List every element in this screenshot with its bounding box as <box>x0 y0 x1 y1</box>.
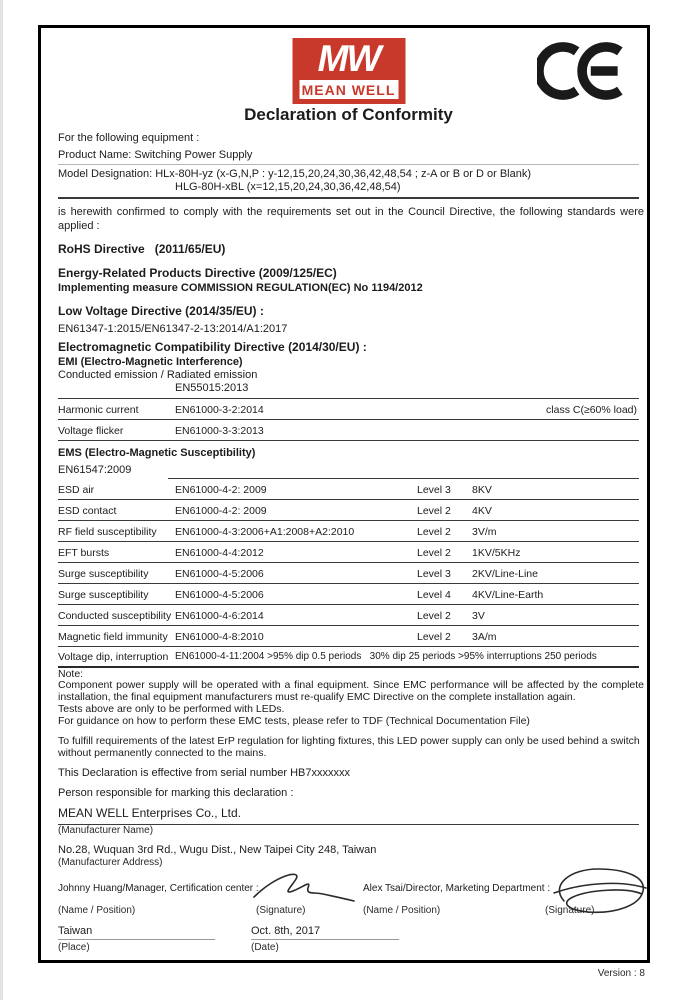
table-row-harmonic-current <box>58 399 639 420</box>
ems-section-title: EMS (Electro-Magnetic Susceptibility) <box>58 447 256 459</box>
test-standard: EN61000-4-8:2010 <box>175 631 264 643</box>
test-item: EFT bursts <box>58 547 110 559</box>
manufacturer-name-label: (Manufacturer Name) <box>58 825 154 836</box>
test-standard: EN61000-4-2: 2009 <box>175 484 267 496</box>
table-row-conducted <box>58 605 639 626</box>
ems-standard: EN61547:2009 <box>58 464 132 476</box>
test-item: Magnetic field immunity <box>58 631 168 643</box>
test-standard: EN61000-3-2:2014 <box>175 404 264 416</box>
test-standard: EN61000-3-3:2013 <box>175 425 264 437</box>
manufacturer-name: MEAN WELL Enterprises Co., Ltd. <box>58 806 639 825</box>
manufacturer-address-label: (Manufacturer Address) <box>58 857 163 868</box>
test-item: Voltage dip, interruption <box>58 651 169 663</box>
for-equipment-text: For the following equipment : <box>58 132 200 144</box>
erp-implementing-measure: Implementing measure COMMISSION REGULATION(EC) No 1194/2012 <box>58 282 423 294</box>
emi-subtitle: Conducted emission / Radiated emission <box>58 369 258 381</box>
test-standard: EN61000-4-3:2006+A1:2008+A2:2010 <box>175 526 355 538</box>
lvd-standard: EN61347-1:2015/EN61347-2-13:2014/A1:2017 <box>58 323 288 335</box>
table-row-surge-line-earth <box>58 584 639 605</box>
ce-mark-icon <box>537 40 633 107</box>
mw-logo-letters: MW <box>317 38 380 79</box>
serial-effectivity-text: This Declaration is effective from serial number HB7xxxxxxx <box>58 767 351 779</box>
test-note: class C(≥60% load) <box>546 404 637 416</box>
test-value: 3A/m <box>472 631 497 643</box>
signer-1-name-position: Johnny Huang/Manager, Certification center : <box>58 883 259 894</box>
test-value: 1KV/5KHz <box>472 547 521 559</box>
place-value: Taiwan <box>58 925 215 940</box>
mean-well-logo <box>292 38 405 104</box>
test-standard: EN61000-4-5:2006 <box>175 568 264 580</box>
note-paragraph-1: Component power supply will be operated with a final equipment. Since EMC performance will be affected by the complete installation, the final equipment manufacturers must re-qualify EMC Directive on the complete installation again. <box>58 679 644 703</box>
test-level: Level 2 <box>417 505 451 517</box>
test-item: ESD contact <box>58 505 117 517</box>
test-standard: EN61000-4-2: 2009 <box>175 505 267 517</box>
page-title: Declaration of Conformity <box>244 105 453 124</box>
test-item: Voltage flicker <box>58 425 124 437</box>
scan-artifact-edge <box>0 0 3 1000</box>
place-date-block <box>58 925 639 955</box>
test-level: Level 3 <box>417 568 451 580</box>
name-position-label: (Name / Position) <box>363 905 441 916</box>
signer-2-name-position: Alex Tsai/Director, Marketing Department : <box>363 883 551 894</box>
test-level: Level 2 <box>417 631 451 643</box>
note-line-2: Tests above are only to be performed with LEDs. <box>58 703 285 715</box>
test-value: 8KV <box>472 484 492 496</box>
test-level: Level 2 <box>417 547 451 559</box>
model-line-1: Model Designation: HLx-80H-yz (x-G,N,P : y-12,15,20,24,30,36,42,48,54 ; z-A or B or D or Blank) <box>58 168 532 180</box>
test-item: Harmonic current <box>58 404 139 416</box>
manufacturer-address: No.28, Wuquan 3rd Rd., Wugu Dist., New Taipei City 248, Taiwan <box>58 844 377 856</box>
version-text: Version : 8 <box>597 968 645 979</box>
emc-directive-heading: Electromagnetic Compatibility Directive (2014/30/EU) : <box>58 340 367 354</box>
table-row-magnetic-field <box>58 626 639 647</box>
test-value: 2KV/Line-Line <box>472 568 538 580</box>
test-standard: EN61000-4-5:2006 <box>175 589 264 601</box>
test-item: Surge susceptibility <box>58 589 149 601</box>
erp-directive-heading: Energy-Related Products Directive (2009/125/EC) <box>58 266 337 280</box>
test-value: 3V <box>472 610 485 622</box>
note-line-3: For guidance on how to perform these EMC tests, please refer to TDF (Technical Documentation File) <box>58 715 530 727</box>
test-item: RF field susceptibility <box>58 526 157 538</box>
test-item: Conducted susceptibility <box>58 610 172 622</box>
header <box>58 36 639 104</box>
test-level: Level 2 <box>417 526 451 538</box>
signature-label: (Signature) <box>545 905 595 916</box>
note-label: Note: <box>58 668 84 680</box>
emi-section-title: EMI (Electro-Magnetic Interference) <box>58 356 243 368</box>
model-designation-rows <box>58 165 639 199</box>
responsible-person-text: Person responsible for marking this declaration : <box>58 787 294 799</box>
test-standard: EN61000-4-4:2012 <box>175 547 264 559</box>
test-standard: EN61000-4-6:2014 <box>175 610 264 622</box>
test-item: ESD air <box>58 484 95 496</box>
test-detail: EN61000-4-11:2004 >95% dip 0.5 periods 30% dip 25 periods >95% interruptions 250 periods <box>175 651 597 662</box>
table-row-esd-contact <box>58 500 639 521</box>
table-row-eft-bursts <box>58 542 639 563</box>
date-label: (Date) <box>251 942 279 953</box>
test-value: 4KV <box>472 505 492 517</box>
document-frame <box>38 25 650 963</box>
table-row-voltage-flicker <box>58 420 639 441</box>
mean-well-logo-text: MEAN WELL <box>301 81 396 98</box>
confirmation-text: is herewith confirmed to comply with the requirements set out in the Council Directive, the following standards were applied : <box>58 206 644 232</box>
test-item: Surge susceptibility <box>58 568 149 580</box>
signature-label: (Signature) <box>256 905 306 916</box>
lvd-directive-heading: Low Voltage Directive (2014/35/EU) : <box>58 304 264 318</box>
test-note <box>417 425 639 437</box>
ems-standard-row <box>58 460 639 479</box>
rohs-directive-heading: RoHS Directive (2011/65/EU) <box>58 242 226 256</box>
model-line-2: HLG-80H-xBL (x=12,15,20,24,30,36,42,48,54) <box>175 181 401 193</box>
test-value: 3V/m <box>472 526 497 538</box>
erp-usage-note: To fulfill requirements of the latest ErP regulation for lighting fixtures, this LED power supply can only be used behind a switch without permanently connected to the mains. <box>58 735 640 759</box>
test-value: 4KV/Line-Earth <box>472 589 544 601</box>
rule <box>168 478 639 479</box>
table-row-esd-air <box>58 479 639 500</box>
test-level: Level 3 <box>417 484 451 496</box>
product-name-row: Product Name: Switching Power Supply <box>58 149 639 165</box>
test-level: Level 2 <box>417 610 451 622</box>
table-row-rf-field <box>58 521 639 542</box>
name-position-label: (Name / Position) <box>58 905 136 916</box>
signature-johnny-huang <box>250 869 360 910</box>
place-label: (Place) <box>58 942 90 953</box>
date-value: Oct. 8th, 2017 <box>251 925 399 940</box>
signature-block <box>58 869 639 925</box>
test-level: Level 4 <box>417 589 451 601</box>
mean-well-logo-strip <box>299 80 398 99</box>
table-row-surge-line-line <box>58 563 639 584</box>
emi-standard-row: EN55015:2013 <box>58 382 639 399</box>
table-row-voltage-dip <box>58 647 639 668</box>
